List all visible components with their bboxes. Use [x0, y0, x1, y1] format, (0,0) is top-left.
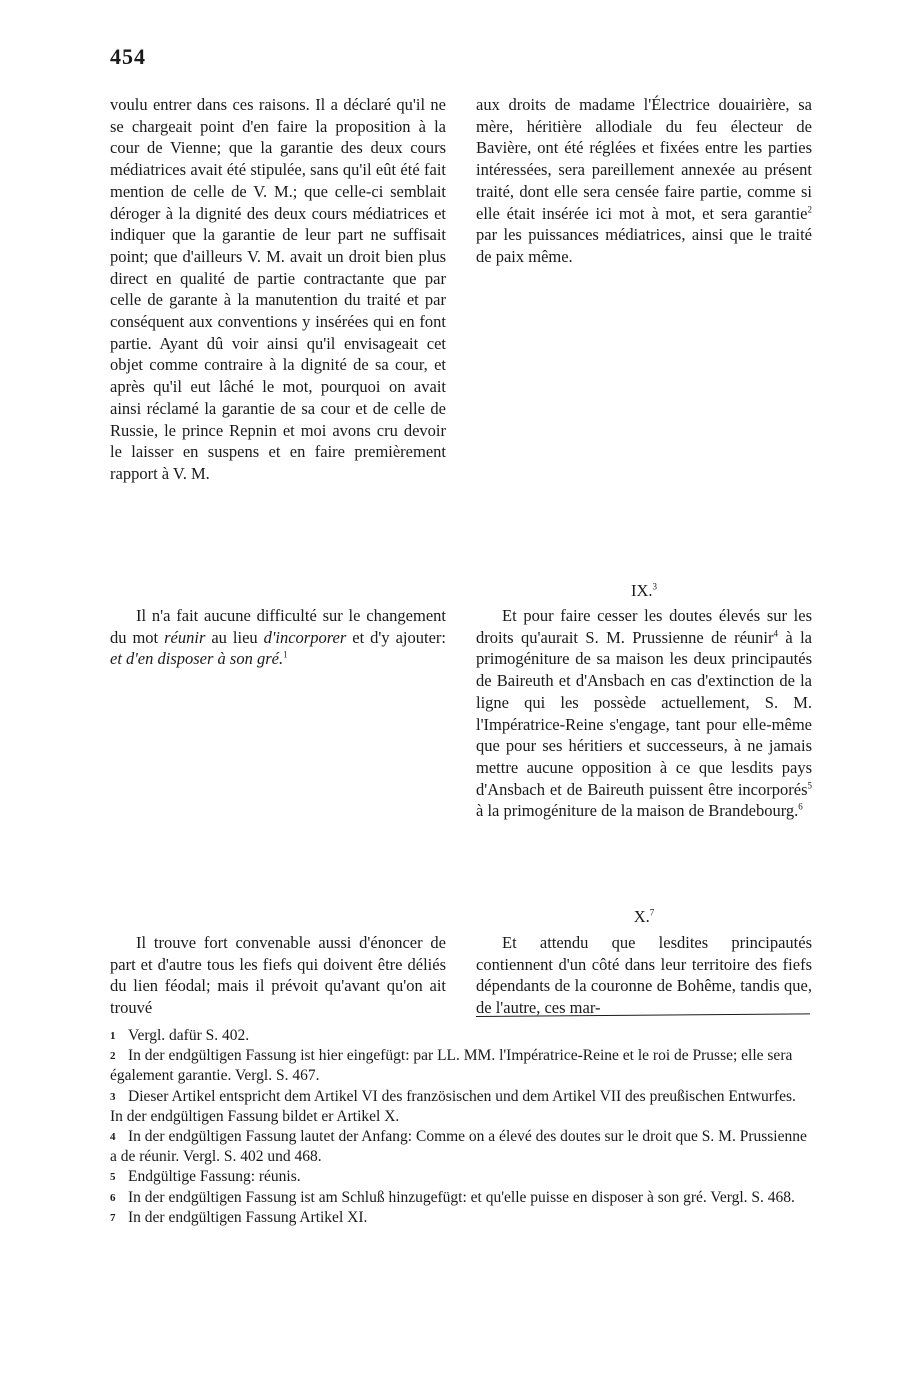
- footnote-7: 7 In der endgültigen Fassung Artikel XI.: [110, 1208, 368, 1226]
- right-column-block-1: [476, 94, 812, 268]
- left-column-block-3: [110, 932, 446, 1019]
- footnote-ref: 6: [798, 801, 803, 812]
- right-column-block-2: [476, 605, 812, 822]
- right-paragraph-1: aux droits de madame l'Électrice douairière, sa mère, héritière allodiale du feu électeur de Bavière, ont été réglées et fixées entre les parties intéressées, sera pareillement annexée au présent traité, dont elle sera censée faire partie, comme si elle était insérée ici mot à mot, et sera garantie$^2$ par les puissances médiatrices, ainsi que le traité de paix même.: [476, 95, 812, 266]
- article-heading-ix: IX.$^3$: [630, 581, 658, 600]
- footnote-5: 5 Endgültige Fassung: réunis.: [110, 1168, 301, 1186]
- italic-term-reunir: réunir: [164, 627, 206, 647]
- footnote-3: 3 Dieser Artikel entspricht dem Artikel VI des französischen und dem Artikel VII des preußischen Entwurfes. In der endgültigen Fassung bildet er Artikel X.: [110, 1087, 796, 1125]
- footnote-ref: 4: [773, 628, 778, 639]
- footnote-ref: 5: [807, 780, 812, 791]
- footnote-2: 2 In der endgültigen Fassung ist hier eingefügt: par LL. MM. l'Impératrice-Reine et le roi de Prusse; elle sera également garantie. Vergl. S. 467.: [110, 1047, 793, 1085]
- footnote-1: 1 Vergl. dafür S. 402.: [110, 1027, 250, 1044]
- footnote-4: 4 In der endgültigen Fassung lautet der Anfang: Comme on a élevé des doutes sur le droit que S. M. Prussienne a de réunir. Vergl. S. 402 und 468.: [110, 1128, 807, 1166]
- footnote-ref: 1: [283, 649, 288, 660]
- italic-term-incorporer: d'incorporer: [263, 627, 347, 647]
- left-column-block-1: [110, 94, 446, 485]
- italic-term-disposer: et d'en disposer à son gré.: [110, 649, 284, 669]
- footnote-ref: 3: [652, 581, 658, 592]
- right-paragraph-3: Et attendu que lesdites principautés contiennent d'un côté dans leur territoire des fiefs dépendants de la couronne de Bohême, tandis que, de l'autre, ces mar-: [476, 933, 812, 1018]
- right-column-block-3: [476, 932, 812, 1019]
- article-heading-x: X.$^7$: [633, 907, 655, 926]
- left-column-block-2: [110, 605, 446, 670]
- footnote-ref: 7: [649, 907, 655, 918]
- footnotes: [110, 1026, 810, 1228]
- right-paragraph-2: Et pour faire cesser les doutes élevés sur les droits qu'aurait S. M. Prussienne de réunir$^4$ à la primogéniture de sa maison les deux principautés de Baireuth et d'Ansbach en cas d'extinction de la ligne qui les possède actuellement, S. M. l'Impératrice-Reine s'engage, tant pour elle-même que pour ses héritiers et successeurs, à ne jamais mettre aucune opposition à ce que lesdits pays d'Ansbach et de Baireuth puissent être incorporés$^5$ à la primogéniture de la maison de Brandebourg.$^6$: [476, 606, 813, 821]
- page-number: 454: [110, 44, 146, 69]
- footnote-ref: 2: [807, 204, 812, 215]
- left-paragraph-3: Il trouve fort convenable aussi d'énoncer de part et d'autre tous les fiefs qui doivent être déliés du lien féodal; mais il prévoit qu'avant qu'on ait trouvé: [110, 933, 446, 1018]
- footnote-6: 6 In der endgültigen Fassung ist am Schluß hinzugefügt: et qu'elle puisse en disposer à son gré. Vergl. S. 468.: [110, 1188, 795, 1206]
- left-paragraph-2: Il n'a fait aucune difficulté sur le changement du mot réunir au lieu d'incorporer et d'y ajouter: et d'en disposer à son gré.$^1$: [110, 606, 446, 669]
- left-paragraph-1: voulu entrer dans ces raisons. Il a déclaré qu'il ne se chargeait point d'en faire la proposition à la cour de Vienne; que la garantie des deux cours médiatrices avait été stipulée, sans qu'il eût été fait mention de celle de V. M.; que celle-ci semblait déroger à la dignité des deux cours médiatrices et indiquer que la garantie de leur part ne suffisait point; que d'ailleurs V. M. avait un droit bien plus direct en qualité de partie contractante que par celle de garante à la manutention du traité et par conséquent aux conventions y insérées qui en font partie. Ayant dû voir ainsi qu'il envisageait cet objet comme contraire à la dignité de sa cour, et après qu'il eut lâché le mot, pourquoi on avait ainsi réclamé la garantie de sa cour et de celle de Russie, le prince Repnin et moi avons cru devoir le laisser en suspens et en faire premièrement rapport à V. M.: [110, 95, 446, 483]
